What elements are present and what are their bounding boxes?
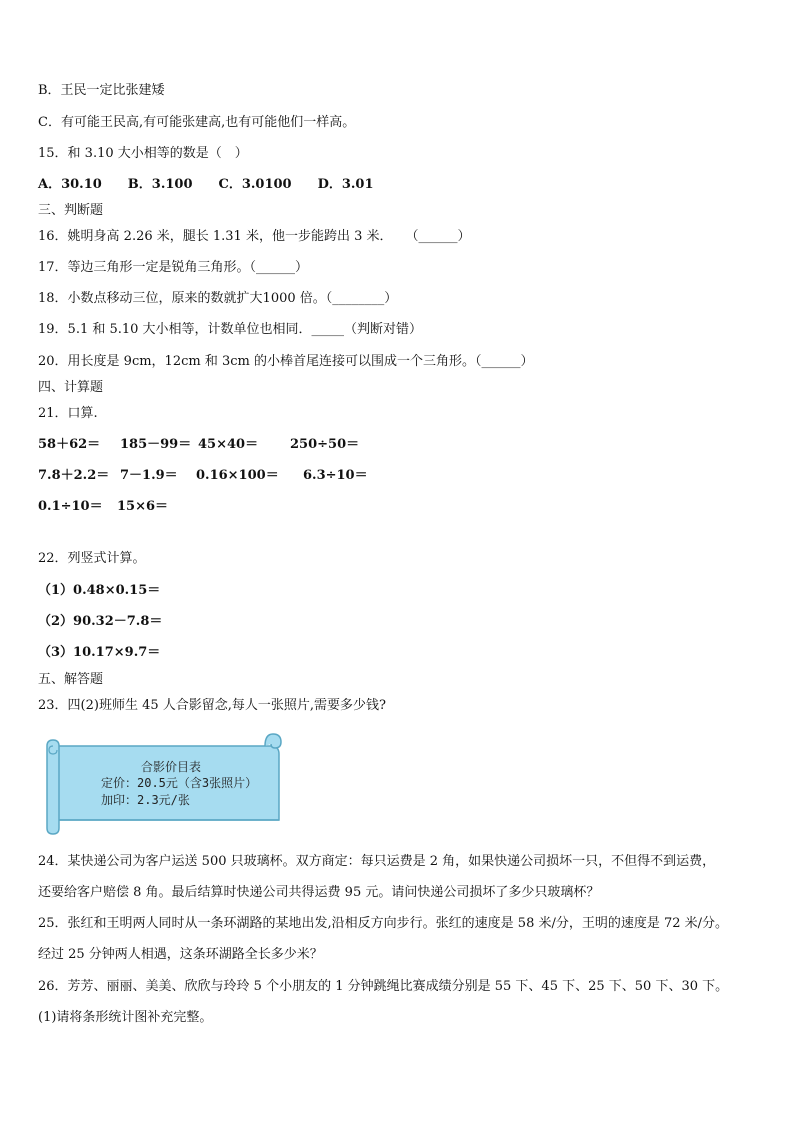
section-title-word-problems: 五、解答题 bbox=[38, 672, 104, 687]
q15-stem: 15．和 3.10 大小相等的数是（ ） bbox=[38, 146, 248, 161]
q21-calc: 15×6＝ bbox=[117, 499, 169, 514]
q21-calc: 7－1.9＝ bbox=[120, 468, 178, 483]
q14-option-b: B．王民一定比张建矮 bbox=[38, 83, 165, 98]
q22-item: （1）0.48×0.15＝ bbox=[38, 583, 161, 598]
q22-item: （3）10.17×9.7＝ bbox=[38, 645, 161, 660]
q20-text: 20．用长度是 9cm，12cm 和 3cm 的小棒首尾连接可以围成一个三角形。（______） bbox=[38, 354, 534, 369]
section-title-calculation: 四、计算题 bbox=[38, 380, 104, 395]
q21-calc: 58＋62＝ bbox=[38, 437, 101, 452]
q25-line2: 经过 25 分钟两人相遇，这条环湖路全长多少米？ bbox=[38, 947, 323, 962]
q24-line1: 24．某快递公司为客户运送 500 只玻璃杯。双方商定：每只运费是 2 角，如果快递公司损坏一只，不但得不到运费， bbox=[38, 854, 716, 869]
q25-line1: 25．张红和王明两人同时从一条环湖路的某地出发,沿相反方向步行。张红的速度是 58 米/分，王明的速度是 72 米/分。 bbox=[38, 916, 729, 931]
q17-text: 17．等边三角形一定是锐角三角形。（______） bbox=[38, 260, 309, 275]
q21-stem: 21．口算. bbox=[38, 406, 98, 421]
q16-text: 16．姚明身高 2.26 米，腿长 1.31 米，他一步能跨出 3 米． （______） bbox=[38, 229, 471, 244]
q14-option-c: C．有可能王民高,有可能张建高,也有可能他们一样高。 bbox=[38, 115, 356, 130]
q26-line1: 26．芳芳、丽丽、美美、欣欣与玲玲 5 个小朋友的 1 分钟跳绳比赛成绩分别是 55 下、45 下、25 下、50 下、30 下。 bbox=[38, 979, 729, 994]
q21-calc: 7.8＋2.2＝ bbox=[38, 468, 110, 483]
q24-line2: 还要给客户赔偿 8 角。最后结算时快递公司共得运费 95 元。请问快递公司损坏了多少只玻璃杯？ bbox=[38, 885, 600, 900]
q21-calc: 0.16×100＝ bbox=[196, 468, 279, 483]
price-list-scroll bbox=[43, 728, 283, 836]
q21-calc: 6.3÷10＝ bbox=[303, 468, 368, 483]
q21-calc: 45×40＝ bbox=[198, 437, 259, 452]
q15-options: A．30.10 B．3.100 C．3.0100 D．3.01 bbox=[38, 177, 374, 192]
q21-calc: 250÷50＝ bbox=[290, 437, 360, 452]
price-list-extra-print: 加印：2.3元/张 bbox=[101, 793, 190, 807]
price-list-title: 合影价目表 bbox=[141, 760, 202, 774]
q21-calc: 0.1÷10＝ bbox=[38, 499, 103, 514]
q22-stem: 22．列竖式计算。 bbox=[38, 551, 146, 566]
q18-text: 18．小数点移动三位，原来的数就扩大1000 倍。（________） bbox=[38, 291, 398, 306]
q26-sub1: (1)请将条形统计图补充完整。 bbox=[38, 1010, 213, 1025]
q22-item: （2）90.32－7.8＝ bbox=[38, 614, 163, 629]
price-list-base-price: 定价：20.5元（含3张照片） bbox=[101, 776, 258, 790]
q19-text: 19．5.1 和 5.10 大小相等，计数单位也相同．_____（判断对错） bbox=[38, 322, 423, 337]
q21-calc: 185－99＝ bbox=[120, 437, 192, 452]
q23-stem: 23．四(2)班师生 45 人合影留念,每人一张照片,需要多少钱? bbox=[38, 698, 386, 713]
section-title-judgment: 三、判断题 bbox=[38, 203, 104, 218]
